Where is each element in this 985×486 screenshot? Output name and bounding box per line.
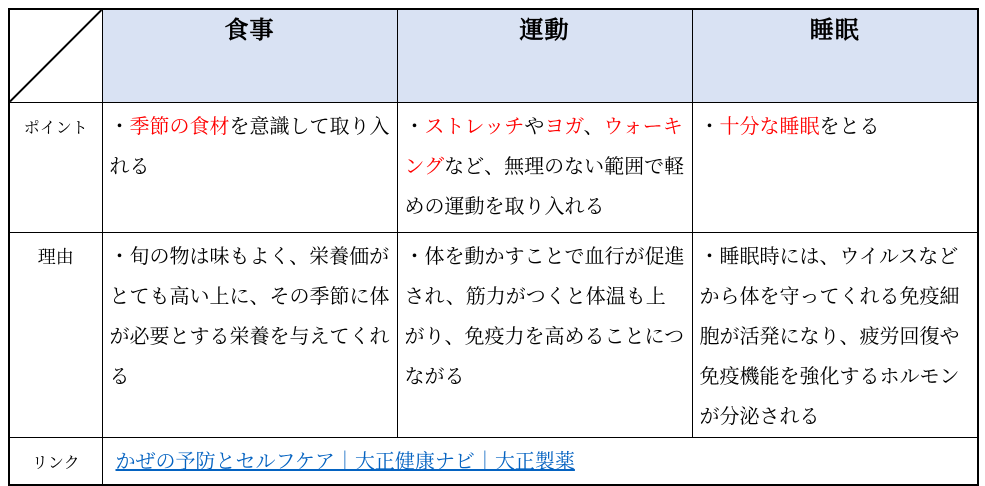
bullet: ・ xyxy=(109,115,130,138)
bullet: ・ xyxy=(699,115,720,138)
reason-exercise-cell: ・体を動かすことで血行が促進され、筋力がつくと体温も上がり、免疫力を高めることにつながる xyxy=(397,232,692,437)
column-header-exercise: 運動 xyxy=(397,9,692,102)
reason-meal-cell: ・旬の物は味もよく、栄養価がとても高い上に、その季節に体が必要とする栄養を与えてくれる xyxy=(102,232,397,437)
row-label-link: リンク xyxy=(9,437,102,485)
row-label-reason: 理由 xyxy=(9,232,102,437)
text-segment: をとる xyxy=(819,115,880,138)
point-meal-cell xyxy=(102,102,397,232)
diagonal-line xyxy=(10,10,102,102)
emphasis-text: ヨガ xyxy=(544,115,584,138)
bullet: ・ xyxy=(404,115,425,138)
text-segment: を意識して取り入れる xyxy=(109,115,390,178)
emphasis-text: ストレッチ xyxy=(424,115,525,138)
point-sleep-cell xyxy=(692,102,978,232)
emphasis-text: ウォーキング xyxy=(404,115,683,178)
column-header-meal: 食事 xyxy=(102,9,397,102)
point-exercise-cell xyxy=(397,102,692,232)
row-label-point: ポイント xyxy=(9,102,102,232)
taisho-selfcare-link[interactable]: かぜの予防とセルフケア｜大正健康ナビ｜大正製薬 xyxy=(115,450,575,473)
text-segment: など、無理のない範囲で軽めの運動を取り入れる xyxy=(404,155,685,218)
reason-sleep-cell: ・睡眠時には、ウイルスなどから体を守ってくれる免疫細胞が活発になり、疲労回復や免疫機能を強化するホルモンが分泌される xyxy=(692,232,978,437)
link-cell xyxy=(102,437,978,485)
diagonal-split-cell xyxy=(9,9,102,102)
text-segment: や xyxy=(524,115,545,138)
emphasis-text: 十分な睡眠 xyxy=(719,115,820,138)
text-segment: 、 xyxy=(583,115,604,138)
column-header-sleep: 睡眠 xyxy=(692,9,978,102)
health-tips-table xyxy=(8,8,979,486)
emphasis-text: 季節の食材 xyxy=(129,115,230,138)
